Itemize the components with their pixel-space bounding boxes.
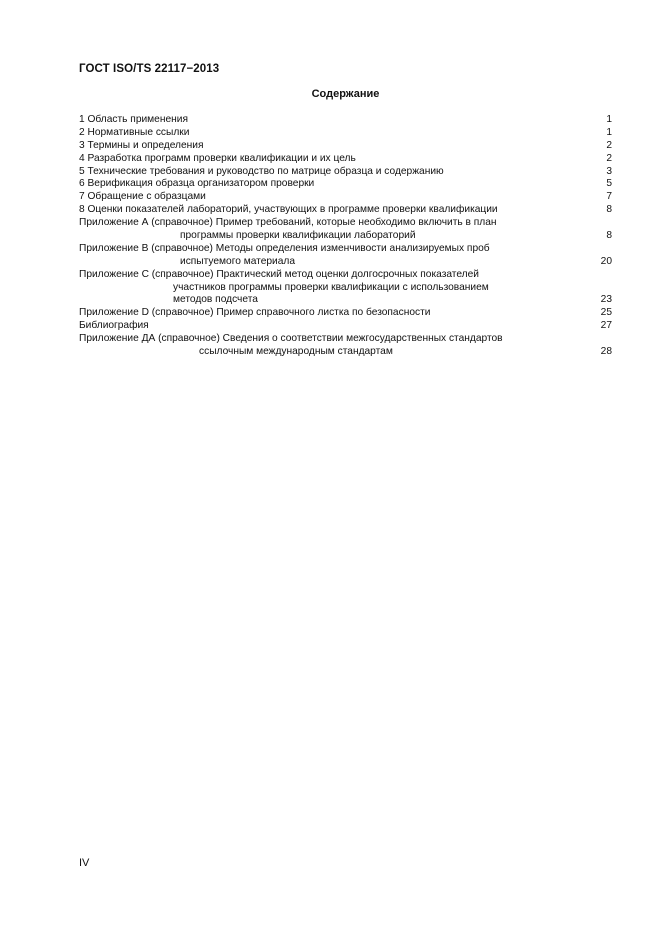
toc-entry-page: 1 bbox=[606, 126, 612, 138]
toc-entry bbox=[79, 204, 612, 217]
toc-title: Содержание bbox=[311, 88, 380, 100]
toc-entry-continuation bbox=[79, 282, 612, 295]
toc-entry bbox=[79, 140, 612, 153]
toc-entry-text: 3 Термины и определения bbox=[79, 139, 204, 151]
toc-entry-continuation bbox=[79, 346, 612, 359]
toc-entry-text: Приложение А (справочное) Пример требований, которые необходимо включить в план bbox=[79, 217, 497, 229]
toc-entry-text: 6 Верификация образца организатором проверки bbox=[79, 178, 315, 190]
toc-entry-text: 4 Разработка программ проверки квалификации и их цель bbox=[79, 152, 356, 164]
toc-entry-page: 7 bbox=[606, 191, 612, 203]
toc-entry-page: 8 bbox=[606, 230, 612, 242]
toc-entry-page: 25 bbox=[600, 307, 612, 319]
toc-entry-page: 28 bbox=[600, 346, 612, 358]
toc-entry-text: 1 Область применения bbox=[79, 114, 188, 125]
toc-entry-page: 1 bbox=[606, 114, 612, 125]
toc-entry-continuation bbox=[79, 230, 612, 243]
toc-entry bbox=[79, 153, 612, 166]
toc-entry-page: 2 bbox=[606, 152, 612, 164]
toc-entry-page: 2 bbox=[606, 139, 612, 151]
toc-entry-continuation bbox=[79, 256, 612, 269]
toc-entry-text: Приложение В (справочное) Методы определения изменчивости анализируемых проб bbox=[79, 242, 490, 254]
toc-entry-page: 27 bbox=[600, 320, 612, 332]
toc-entry-text: 2 Нормативные ссылки bbox=[79, 126, 190, 138]
toc-entry-page: 20 bbox=[600, 255, 612, 267]
toc-entry-text: Библиография bbox=[79, 320, 149, 332]
toc-entry-page: 23 bbox=[600, 294, 612, 306]
toc-entry bbox=[79, 178, 612, 191]
page-number: IV bbox=[79, 857, 90, 869]
toc-entry bbox=[79, 320, 612, 333]
toc-entry-text: 7 Обращение с образцами bbox=[79, 191, 206, 203]
toc-entry-continuation bbox=[79, 294, 612, 307]
toc-entry-text: ссылочным международным стандартам bbox=[199, 346, 393, 358]
toc-entry-text: методов подсчета bbox=[173, 294, 258, 306]
document-code: ГОСТ ISO/TS 22117−2013 bbox=[79, 63, 220, 75]
toc-entry-text: Приложение D (справочное) Пример справочного листка по безопасности bbox=[79, 307, 431, 319]
toc-entry bbox=[79, 191, 612, 204]
toc-entry bbox=[79, 114, 612, 127]
toc-entry bbox=[79, 217, 612, 230]
toc-entry bbox=[79, 243, 612, 256]
toc-entry-text: испытуемого материала bbox=[180, 255, 296, 267]
table-of-contents bbox=[79, 114, 612, 359]
toc-entry-text: Приложение С (справочное) Практический метод оценки долгосрочных показателей bbox=[79, 268, 479, 280]
toc-entry-text: 8 Оценки показателей лабораторий, участвующих в программе проверки квалификации bbox=[79, 204, 498, 216]
toc-entry-page: 8 bbox=[606, 204, 612, 216]
toc-entry-page: 5 bbox=[606, 178, 612, 190]
toc-entry bbox=[79, 166, 612, 179]
toc-entry bbox=[79, 333, 612, 346]
toc-entry bbox=[79, 269, 612, 282]
toc-entry-text: Приложение ДА (справочное) Сведения о соответствии межгосударственных стандартов bbox=[79, 333, 503, 345]
toc-entry-text: программы проверки квалификации лабораторий bbox=[180, 230, 416, 242]
toc-entry bbox=[79, 127, 612, 140]
toc-entry bbox=[79, 307, 612, 320]
toc-entry-page: 3 bbox=[606, 165, 612, 177]
toc-entry-text: 5 Технические требования и руководство по матрице образца и содержанию bbox=[79, 165, 444, 177]
toc-entry-text: участников программы проверки квалификации с использованием bbox=[173, 281, 489, 293]
